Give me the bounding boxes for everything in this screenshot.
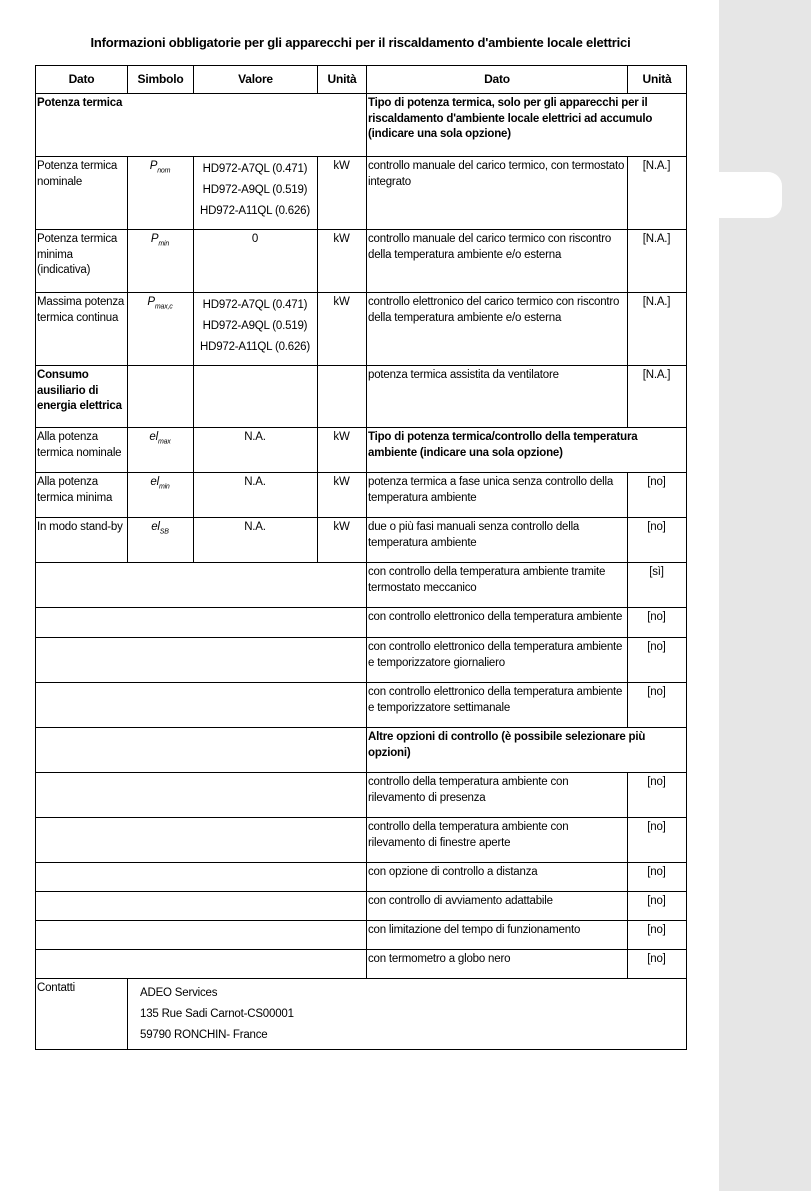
header-valore: Valore — [194, 66, 318, 94]
list-item-value: [no] — [628, 863, 687, 892]
nominal-output-values: HD972-A7QL (0.471) HD972-A9QL (0.519) HD972-A11QL (0.626) — [194, 157, 318, 230]
list-item: con limitazione del tempo di funzionamento — [367, 921, 628, 950]
list-item: controllo manuale del carico termico con riscontro della temperatura ambiente e/o esterna — [367, 230, 628, 293]
list-item-value: [no] — [628, 818, 687, 863]
elmin-unit: kW — [318, 473, 367, 518]
list-item-value: [no] — [628, 518, 687, 563]
min-output-unit: kW — [318, 230, 367, 293]
elsb-value: N.A. — [194, 518, 318, 563]
list-item: con controllo elettronico della temperatura ambiente e temporizzatore giornaliero — [367, 638, 628, 683]
table-row — [36, 473, 687, 518]
table-row — [36, 683, 687, 728]
list-item-value: [sì] — [628, 563, 687, 608]
table-row — [36, 863, 687, 892]
list-item: controllo elettronico del carico termico con riscontro della temperatura ambiente e/o esterna — [367, 293, 628, 366]
elmax-label: Alla potenza termica nominale — [36, 428, 128, 473]
list-item-value: [no] — [628, 473, 687, 518]
section-heat-output: Potenza termica — [36, 94, 367, 157]
elmin-value: N.A. — [194, 473, 318, 518]
contacts-label: Contatti — [36, 979, 128, 1050]
elmin-label: Alla potenza termica minima — [36, 473, 128, 518]
table-row — [36, 921, 687, 950]
list-item: due o più fasi manuali senza controllo della temperatura ambiente — [367, 518, 628, 563]
nominal-output-symbol: $P_{nom}$ — [128, 157, 194, 230]
list-item: controllo manuale del carico termico, con termostato integrato — [367, 157, 628, 230]
max-output-values: HD972-A7QL (0.471) HD972-A9QL (0.519) HD972-A11QL (0.626) — [194, 293, 318, 366]
min-output-value: 0 — [194, 230, 318, 293]
table-row — [36, 608, 687, 638]
contacts-row — [36, 979, 687, 1050]
table-row — [36, 293, 687, 366]
max-output-symbol: $P_{max,c}$ — [128, 293, 194, 366]
list-item: con controllo della temperatura ambiente tramite termostato meccanico — [367, 563, 628, 608]
section-aux-consumption: Consumo ausiliario di energia elettrica — [36, 366, 128, 428]
list-item: con opzione di controllo a distanza — [367, 863, 628, 892]
header-dato-right: Dato — [367, 66, 628, 94]
table-row — [36, 638, 687, 683]
list-item: con termometro a globo nero — [367, 950, 628, 979]
header-unita-right: Unità — [628, 66, 687, 94]
list-item: con controllo elettronico della temperatura ambiente e temporizzatore settimanale — [367, 683, 628, 728]
info-table — [35, 65, 687, 1050]
list-item: controllo della temperatura ambiente con rilevamento di finestre aperte — [367, 818, 628, 863]
table-row — [36, 428, 687, 473]
elmin-symbol: $el_{min}$ — [128, 473, 194, 518]
header-simbolo: Simbolo — [128, 66, 194, 94]
elmax-unit: kW — [318, 428, 367, 473]
list-item-value: [no] — [628, 921, 687, 950]
min-output-label: Potenza termica minima (indicativa) — [36, 230, 128, 293]
max-output-label: Massima potenza termica continua — [36, 293, 128, 366]
list-item: potenza termica a fase unica senza controllo della temperatura ambiente — [367, 473, 628, 518]
other-options-heading: Altre opzioni di controllo (è possibile selezionare più opzioni) — [367, 728, 687, 773]
list-item-value: [N.A.] — [628, 366, 687, 428]
table-row — [36, 157, 687, 230]
header-dato: Dato — [36, 66, 128, 94]
elsb-label: In modo stand-by — [36, 518, 128, 563]
list-item: con controllo di avviamento adattabile — [367, 892, 628, 921]
table-row — [36, 230, 687, 293]
list-item-value: [no] — [628, 773, 687, 818]
max-output-unit: kW — [318, 293, 367, 366]
list-item-value: [N.A.] — [628, 293, 687, 366]
header-unita: Unità — [318, 66, 367, 94]
table-row — [36, 94, 687, 157]
elsb-symbol: $el_{SB}$ — [128, 518, 194, 563]
section-tab — [719, 172, 782, 218]
list-item: controllo della temperatura ambiente con rilevamento di presenza — [367, 773, 628, 818]
elmax-value: N.A. — [194, 428, 318, 473]
table-row — [36, 818, 687, 863]
list-item: potenza termica assistita da ventilatore — [367, 366, 628, 428]
control-heading: Tipo di potenza termica/controllo della temperatura ambiente (indicare una sola opzione) — [367, 428, 687, 473]
table-row — [36, 728, 687, 773]
table-row — [36, 773, 687, 818]
elsb-unit: kW — [318, 518, 367, 563]
table-row — [36, 892, 687, 921]
table-row — [36, 563, 687, 608]
nominal-output-label: Potenza termica nominale — [36, 157, 128, 230]
header-row — [36, 66, 687, 94]
table-row — [36, 950, 687, 979]
list-item-value: [no] — [628, 892, 687, 921]
list-item-value: [no] — [628, 608, 687, 638]
list-item-value: [no] — [628, 950, 687, 979]
list-item-value: [N.A.] — [628, 157, 687, 230]
list-item-value: [no] — [628, 638, 687, 683]
min-output-symbol: $P_{min}$ — [128, 230, 194, 293]
list-item-value: [no] — [628, 683, 687, 728]
list-item: con controllo elettronico della temperatura ambiente — [367, 608, 628, 638]
table-row — [36, 366, 687, 428]
contacts-address: ADEO Services 135 Rue Sadi Carnot-CS00001 59790 RONCHIN- France — [128, 979, 687, 1050]
table-row — [36, 518, 687, 563]
page-title: Informazioni obbligatorie per gli apparecchi per il riscaldamento d'ambiente locale elettrici — [90, 35, 631, 50]
list-item-value: [N.A.] — [628, 230, 687, 293]
nominal-output-unit: kW — [318, 157, 367, 230]
heat-type-heading: Tipo di potenza termica, solo per gli apparecchi per il riscaldamento d'ambiente locale elettrici ad accumulo (indicare una sola opzione) — [367, 94, 687, 157]
elmax-symbol: $el_{max}$ — [128, 428, 194, 473]
